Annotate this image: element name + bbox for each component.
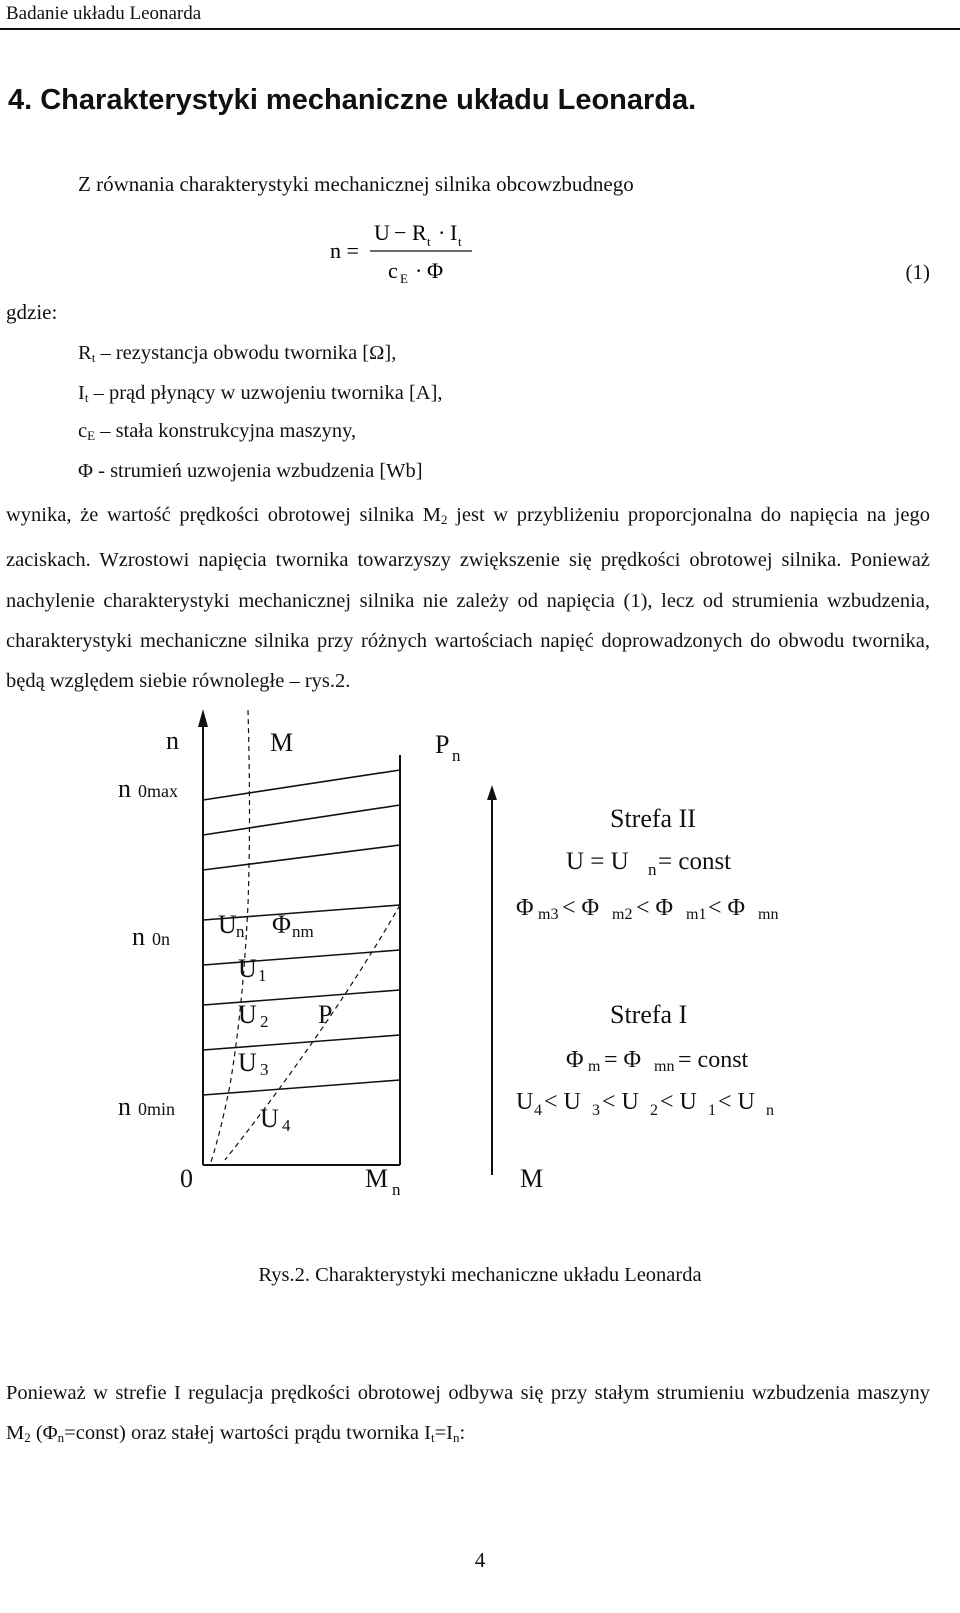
char-line-phim1 <box>203 845 400 870</box>
section-title: 4. Charakterystyki mechaniczne układu Leonarda. <box>8 84 697 116</box>
page-number: 4 <box>474 1548 486 1572</box>
strefa-1-line2-sub-4: 4 <box>534 1102 542 1119</box>
axis-label-n: n <box>166 726 179 755</box>
label-u4: U <box>260 1104 279 1133</box>
strefa-1-line1-phi: Φ <box>566 1047 584 1073</box>
legend-subscript: t <box>84 390 89 405</box>
strefa-2-line2-sub-m2: m2 <box>612 906 633 923</box>
label-un-sub: n <box>236 922 245 941</box>
strefa-2-line1-sub: n <box>648 860 657 879</box>
eq-num-dot: · <box>438 220 446 245</box>
label-n0min-sub: 0min <box>138 1099 176 1119</box>
char-line-u2 <box>203 990 400 1005</box>
paragraph-2 <box>6 1373 930 1458</box>
para2-text-e: : <box>459 1422 466 1444</box>
para2-sub-c: t <box>430 1430 435 1445</box>
legend-symbol: I <box>78 382 85 404</box>
strefa-1-line1-sub-m: m <box>588 1058 601 1075</box>
label-n0max: n <box>118 774 131 803</box>
label-u1: U <box>238 954 257 983</box>
eq-den-phi: Φ <box>427 258 444 283</box>
strefa-1-line1-sub-mn: mn <box>654 1058 675 1075</box>
label-u2: U <box>238 1000 257 1029</box>
legend-text: – rezystancja obwodu twornika [Ω], <box>95 342 397 364</box>
para1-text-b: jest w przybliżeniu proporcjonalna do napięcia na jego zaciskach. Wzrostowi napięcia twornika towarzyszy zwiększenie się prędkości obrotowej silnika. Ponieważ nachylenie charakterystyki mechanicznej silnika nie zależy od napięcia (1), lecz od strumienia wzbudzenia, charakterystyki mechaniczne silnika przy różnych wartościach napięć doprowadzonych do obwodu twornika, będą względem siebie równoległe – rys.2. <box>6 504 930 693</box>
eq-lhs: n = <box>330 238 359 263</box>
where-label: gdzie: <box>6 300 58 324</box>
strefa-2-line2-phi4: < Φ <box>708 895 746 921</box>
char-line-phim3 <box>203 770 400 800</box>
strefa-2-line1-b: = const <box>658 848 732 875</box>
eq-den-dot: · <box>415 258 423 283</box>
strefa-1-line2-u2: < U <box>602 1089 639 1115</box>
mechanical-characteristics-figure <box>110 705 850 1225</box>
eq-den-c: c <box>388 258 398 283</box>
label-u2-sub: 2 <box>260 1012 269 1031</box>
strefa-2-title: Strefa II <box>610 804 696 833</box>
label-mn: M <box>365 1164 389 1193</box>
paragraph-1 <box>6 495 930 701</box>
eq-num-r-sub: t <box>427 234 431 249</box>
y-axis-arrow <box>198 709 208 727</box>
figure-caption: Rys.2. Charakterystyki mechaniczne układu Leonarda <box>258 1264 702 1286</box>
strefa-2-line2-sub-m1: m1 <box>686 906 707 923</box>
legend-item-ce <box>78 420 356 444</box>
eq-den-c-sub: E <box>400 271 408 286</box>
legend-subscript: E <box>87 428 96 443</box>
label-phinm: Φ <box>272 910 292 939</box>
legend-symbol: c <box>78 420 88 442</box>
char-line-u3 <box>203 1035 400 1050</box>
intro-text: Z równania charakterystyki mechanicznej silnika obcowzbudnego <box>78 172 634 196</box>
eq-num-i: I <box>450 220 458 245</box>
label-mn-sub: n <box>392 1180 401 1199</box>
para2-text-c: =const) oraz stałej wartości prądu twornika I <box>64 1422 431 1444</box>
curve-label-m: M <box>270 728 294 757</box>
para2-sub-d: n <box>452 1430 460 1445</box>
para2-text-d: =I <box>434 1422 453 1444</box>
eq-num-i-sub: t <box>458 234 462 249</box>
strefa-2-line1-a: U = U <box>566 848 629 875</box>
running-header: Badanie układu Leonarda <box>6 3 202 24</box>
legend-item-phi <box>78 460 423 483</box>
label-u1-sub: 1 <box>258 966 267 985</box>
strefa-2-line2-phi3: < Φ <box>636 895 674 921</box>
eq-num-r: R <box>412 220 427 245</box>
para2-sub-a: 2 <box>24 1430 31 1445</box>
char-line-u1 <box>203 950 400 965</box>
legend-symbol: R <box>78 342 92 364</box>
strefa-2-line2-phi: Φ <box>516 895 534 921</box>
strefa-1-title: Strefa I <box>610 1000 688 1029</box>
para2-text-a: Ponieważ w strefie I regulacja prędkości obrotowej odbywa się przy stałym strumieniu wzbudzenia maszyny M <box>6 1382 930 1444</box>
legend-text: - strumień uzwojenia wzbudzenia [Wb] <box>93 460 423 482</box>
legend-text: – stała konstrukcyjna maszyny, <box>95 420 357 442</box>
label-n0n: n <box>132 922 145 951</box>
label-u3-sub: 3 <box>260 1060 269 1079</box>
strefa-2-line2-sub-m3: m3 <box>538 906 559 923</box>
legend-text: – prąd płynący w uzwojeniu twornika [A], <box>88 382 443 404</box>
strefa-1-line2-u4: U <box>516 1089 534 1115</box>
para2-text-b: (Φ <box>30 1422 58 1444</box>
origin-label: 0 <box>180 1164 193 1193</box>
strefa-1-line1-const: = const <box>678 1047 749 1073</box>
strefa-2-line2-sub-mn: mn <box>758 906 779 923</box>
label-un: U <box>218 910 237 939</box>
strefa-1-line2-u1: < U <box>660 1089 697 1115</box>
strefa-boundary-arrow <box>487 785 497 800</box>
label-p: P <box>318 1000 333 1029</box>
label-u3: U <box>238 1048 257 1077</box>
strefa-2-line2-phi2: < Φ <box>562 895 600 921</box>
strefa-1-line1-phi2: = Φ <box>604 1047 642 1073</box>
label-n0max-sub: 0max <box>138 781 178 801</box>
legend-subscript: t <box>91 350 96 365</box>
strefa-1-line2-sub-3: 3 <box>592 1102 600 1119</box>
char-line-phim2 <box>203 805 400 835</box>
label-n0n-sub: 0n <box>152 929 170 949</box>
curve-label-pn: P <box>435 730 450 759</box>
legend-item-it <box>78 382 443 406</box>
label-n0min: n <box>118 1092 131 1121</box>
legend-symbol: Φ <box>78 460 93 482</box>
eq-num-u: U <box>374 220 390 245</box>
label-u4-sub: 4 <box>282 1116 291 1135</box>
char-line-u4 <box>203 1080 400 1095</box>
x-axis-label-m: M <box>520 1164 544 1193</box>
para1-text-a: wynika, że wartość prędkości obrotowej silnika M <box>6 504 442 526</box>
strefa-1-line2-sub-2: 2 <box>650 1102 658 1119</box>
strefa-1-line2-u3: < U <box>544 1089 581 1115</box>
equation-1 <box>320 218 520 288</box>
curve-label-pn-sub: n <box>452 746 461 765</box>
eq-num-minus: − <box>394 220 407 245</box>
header-rule <box>0 28 960 30</box>
equation-number: (1) <box>905 260 930 284</box>
legend-item-rt <box>78 342 396 366</box>
strefa-1-line2-un: < U <box>718 1089 755 1115</box>
strefa-1-line2-sub-n: n <box>766 1102 774 1119</box>
p-dashed-curve <box>225 905 400 1160</box>
strefa-1-line2-sub-1: 1 <box>708 1102 716 1119</box>
para1-sub: 2 <box>441 512 448 527</box>
para2-sub-b: n <box>57 1430 65 1445</box>
label-phinm-sub: nm <box>292 922 314 941</box>
